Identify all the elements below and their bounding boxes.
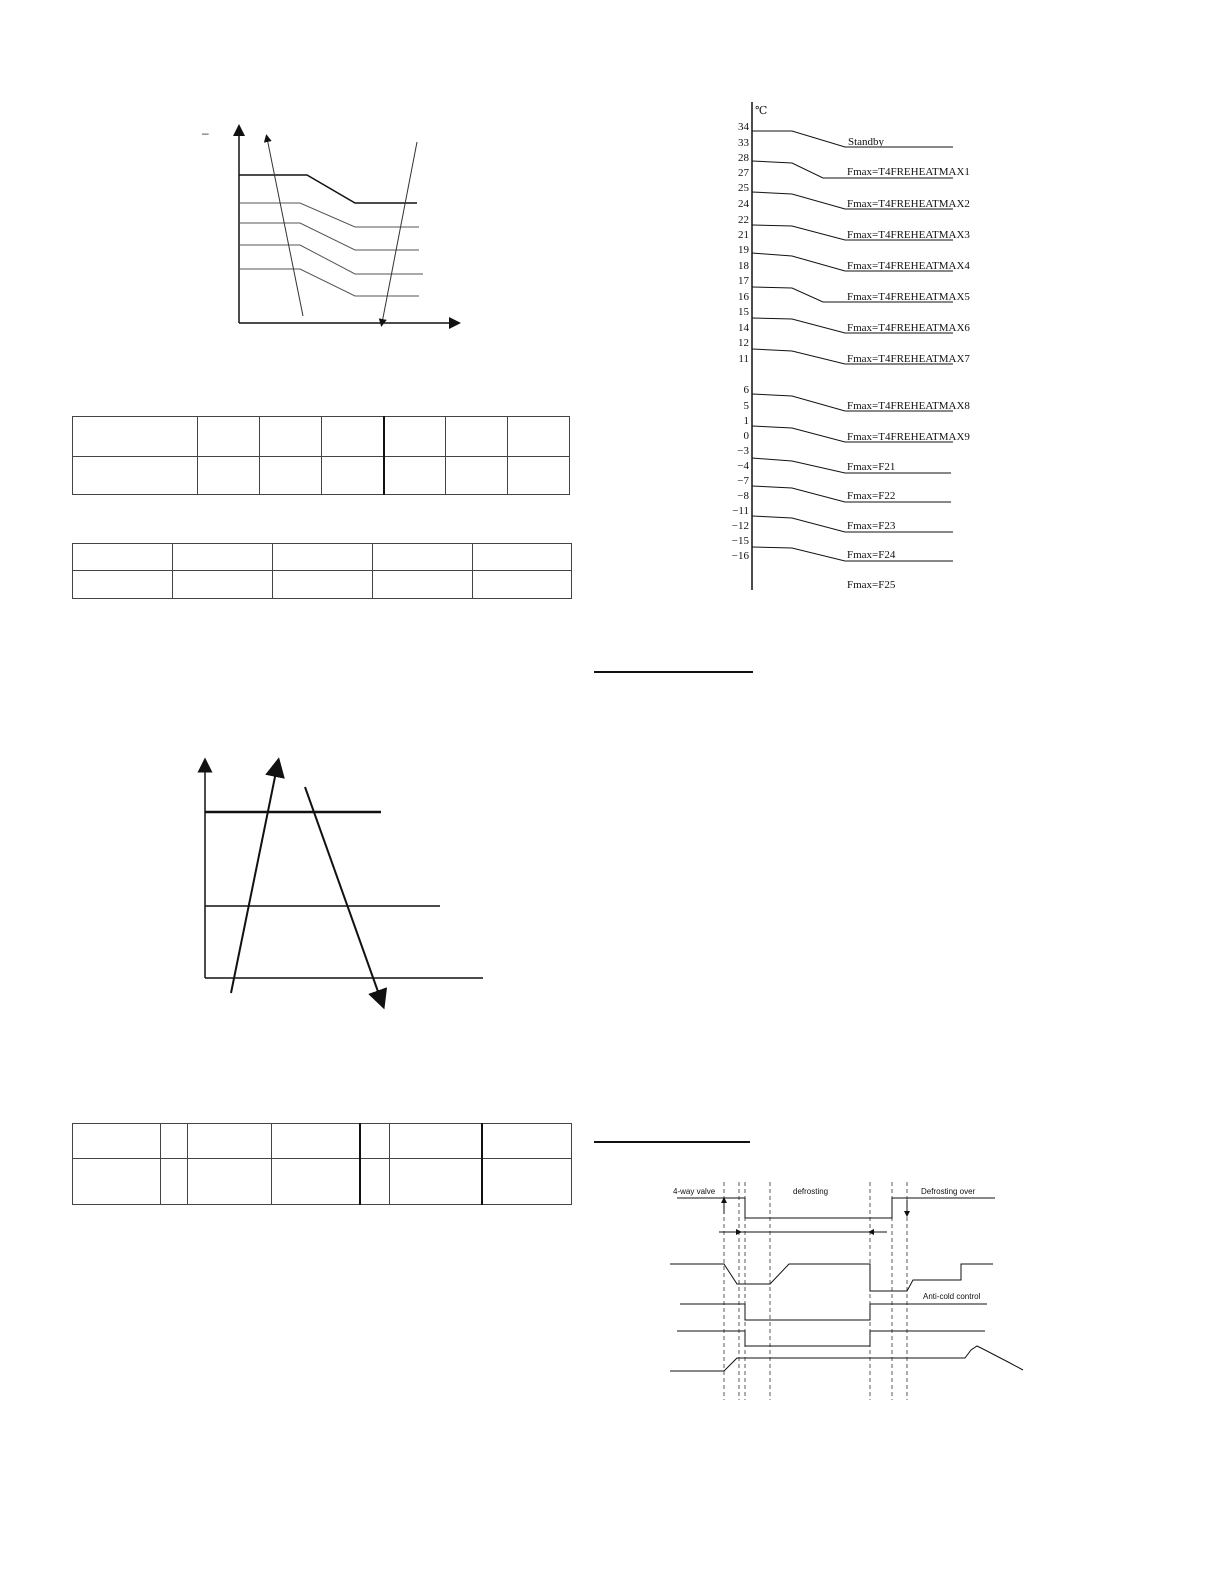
- parameter-table-2: [72, 543, 572, 599]
- falling-arrow: [305, 787, 381, 1000]
- region-label: Fmax=T4FREHEATMAX8: [847, 400, 970, 412]
- valve-label: 4-way valve: [673, 1187, 716, 1196]
- tick-label: 24: [738, 198, 749, 210]
- unit-label: ℃: [755, 105, 768, 117]
- valve-signal: [677, 1198, 995, 1218]
- region-label: Fmax=T4FREHEATMAX4: [847, 260, 970, 272]
- region-label: Fmax=F23: [847, 520, 896, 532]
- fan-signal: [670, 1264, 993, 1291]
- tick-label: 18: [738, 260, 749, 272]
- region-label: Fmax=T4FREHEATMAX1: [847, 166, 970, 178]
- rising-arrow: [267, 138, 303, 316]
- tick-label: −15: [731, 535, 749, 547]
- parameter-table-1: [72, 416, 570, 495]
- tick-label: 17: [738, 275, 749, 287]
- region-label: Fmax=T4FREHEATMAX7: [847, 353, 970, 365]
- frequency-limit-step-chart: [715, 100, 975, 595]
- tick-label: −3: [737, 445, 749, 457]
- threshold-diagram: [195, 755, 490, 1010]
- tick-label: 5: [743, 400, 749, 412]
- top-left-mark: –: [202, 126, 209, 140]
- region-label: Fmax=F25: [847, 579, 896, 591]
- defrosting-over-label: Defrosting over: [921, 1187, 976, 1196]
- tick-label: 14: [738, 322, 749, 334]
- tick-label: 22: [738, 214, 749, 226]
- region-label: Fmax=F21: [847, 461, 896, 473]
- tick-label: 28: [738, 152, 749, 164]
- tick-label: −7: [737, 475, 749, 487]
- tick-label: 0: [743, 430, 749, 442]
- tick-label: 34: [738, 121, 749, 133]
- region-label: Fmax=T4FREHEATMAX5: [847, 291, 970, 303]
- region-label: Fmax=T4FREHEATMAX6: [847, 322, 970, 334]
- section-heading-rule: [594, 1141, 750, 1143]
- tick-label: 1: [743, 415, 749, 427]
- band-line: [239, 175, 417, 203]
- indoor-signal: [680, 1304, 987, 1320]
- tick-label: 12: [738, 337, 749, 349]
- tick-label: 15: [738, 306, 749, 318]
- tick-label: −11: [732, 505, 749, 517]
- tick-label: −8: [737, 490, 749, 502]
- tick-label: 25: [738, 182, 749, 194]
- region-label: Fmax=F22: [847, 490, 896, 502]
- tick-label: 21: [738, 229, 749, 241]
- tick-label: −4: [737, 460, 749, 472]
- tick-label: 27: [738, 167, 749, 179]
- region-label: Fmax=F24: [847, 549, 896, 561]
- section-heading-rule: [594, 671, 753, 673]
- defrosting-label: defrosting: [793, 1187, 829, 1196]
- region-label: Fmax=T4FREHEATMAX3: [847, 229, 970, 241]
- region-label: Standby: [848, 136, 885, 148]
- region-label: Fmax=T4FREHEATMAX9: [847, 431, 970, 443]
- rising-arrow: [231, 767, 277, 993]
- tick-label: −16: [731, 550, 749, 562]
- temperature-band-diagram: [195, 120, 465, 335]
- region-label: Fmax=T4FREHEATMAX2: [847, 198, 970, 210]
- tick-label: 16: [738, 291, 749, 303]
- tick-label: 33: [738, 137, 749, 149]
- tick-label: 11: [738, 353, 749, 365]
- tick-label: 6: [743, 384, 749, 396]
- anti-cold-label: Anti-cold control: [923, 1292, 981, 1301]
- parameter-table-3: [72, 1123, 572, 1205]
- temperature-signal: [670, 1346, 1023, 1371]
- defrost-timing-diagram: [665, 1180, 1030, 1400]
- tick-label: 19: [738, 244, 749, 256]
- outdoor-signal: [677, 1331, 985, 1346]
- band-line: [239, 245, 423, 274]
- tick-label: −12: [731, 520, 749, 532]
